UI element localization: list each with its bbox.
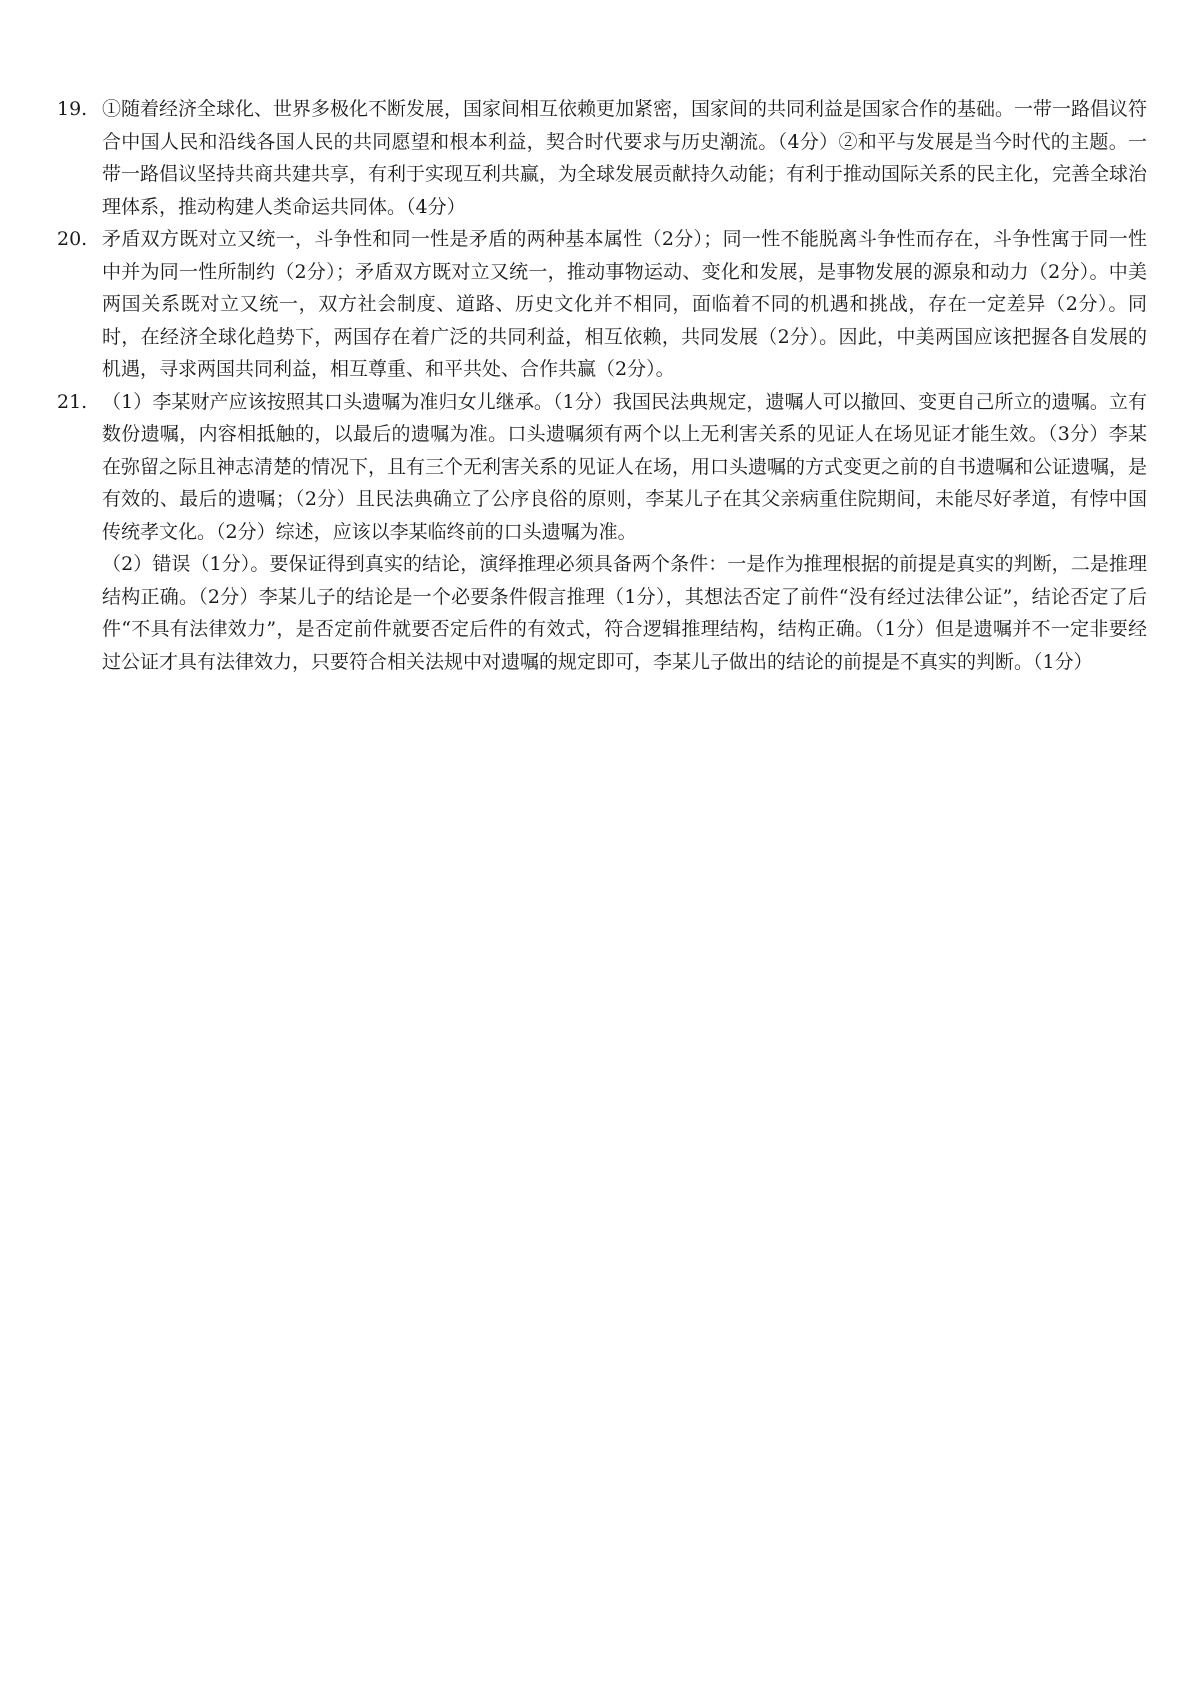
question-number: 21. xyxy=(57,390,88,413)
question-number: 20. xyxy=(57,228,88,250)
question-number: 19. xyxy=(57,98,88,120)
answer-paragraph: 矛盾双方既对立又统一，斗争性和同一性是矛盾的两种基本属性（2分）；同一性不能脱离斗争性而存在，斗争性寓于同一性中并为同一性所制约（2分）；矛盾双方既对立又统一，推动事物运动、变化和发展，是事物发展的源泉和动力（2分）。中美两国关系既对立又统一，双方社会制度、道路、历史文化并不相同，面临着不同的机遇和挑战，存在一定差异（2分）。同时，在经济全球化趋势下，两国存在着广泛的共同利益，相互依赖，共同发展（2分）。因此，中美两国应该把握各自发展的机遇，寻求两国共同利益，相互尊重、和平共处、合作共赢（2分）。 xyxy=(102,228,1147,380)
answer-paragraph-part-1: （1）李某财产应该按照其口头遗嘱为准归女儿继承。（1分）我国民法典规定，遗嘱人可以撤回、变更自己所立的遗嘱。立有数份遗嘱，内容相抵触的，以最后的遗嘱为准。口头遗嘱须有两个以上无利害关系的见证人在场见证才能生效。（3分）李某在弥留之际且神志清楚的情况下，且有三个无利害关系的见证人在场，用口头遗嘱的方式变更之前的自书遗嘱和公证遗嘱，是有效的、最后的遗嘱；（2分）且民法典确立了公序良俗的原则，李某儿子在其父亲病重住院期间，未能尽好孝道，有悖中国传统孝文化。（2分）综述，应该以李某临终前的口头遗嘱为准。 xyxy=(102,390,1148,543)
answer-paragraph: ①随着经济全球化、世界多极化不断发展，国家间相互依赖更加紧密，国家间的共同利益是国家合作的基础。一带一路倡议符合中国人民和沿线各国人民的共同愿望和根本利益，契合时代要求与历史潮流。（4分）②和平与发展是当今时代的主题。一带一路倡议坚持共商共建共享，有利于实现互利共赢，为全球发展贡献持久动能；有利于推动国际关系的民主化，完善全球治理体系，推动构建人类命运共同体。（4分） xyxy=(102,98,1148,218)
answer-paragraph-part-2: （2）错误（1分）。要保证得到真实的结论，演绎推理必须具备两个条件：一是作为推理根据的前提是真实的判断，二是推理结构正确。（2分）李某儿子的结论是一个必要条件假言推理（1分），其想法否定了前件“没有经过法律公证”，结论否定了后件“不具有法律效力”，是否定前件就要否定后件的有效式，符合逻辑推理结构，结构正确。（1分）但是遗嘱并不一定非要经过公证才具有法律效力，只要符合相关法规中对遗嘱的规定即可，李某儿子做出的结论的前提是不真实的判断。（1分） xyxy=(102,553,1147,673)
answer-item-20 xyxy=(57,223,1147,386)
answer-list xyxy=(57,93,1147,678)
answer-item-19 xyxy=(57,93,1147,223)
answer-item-21 xyxy=(57,386,1147,679)
